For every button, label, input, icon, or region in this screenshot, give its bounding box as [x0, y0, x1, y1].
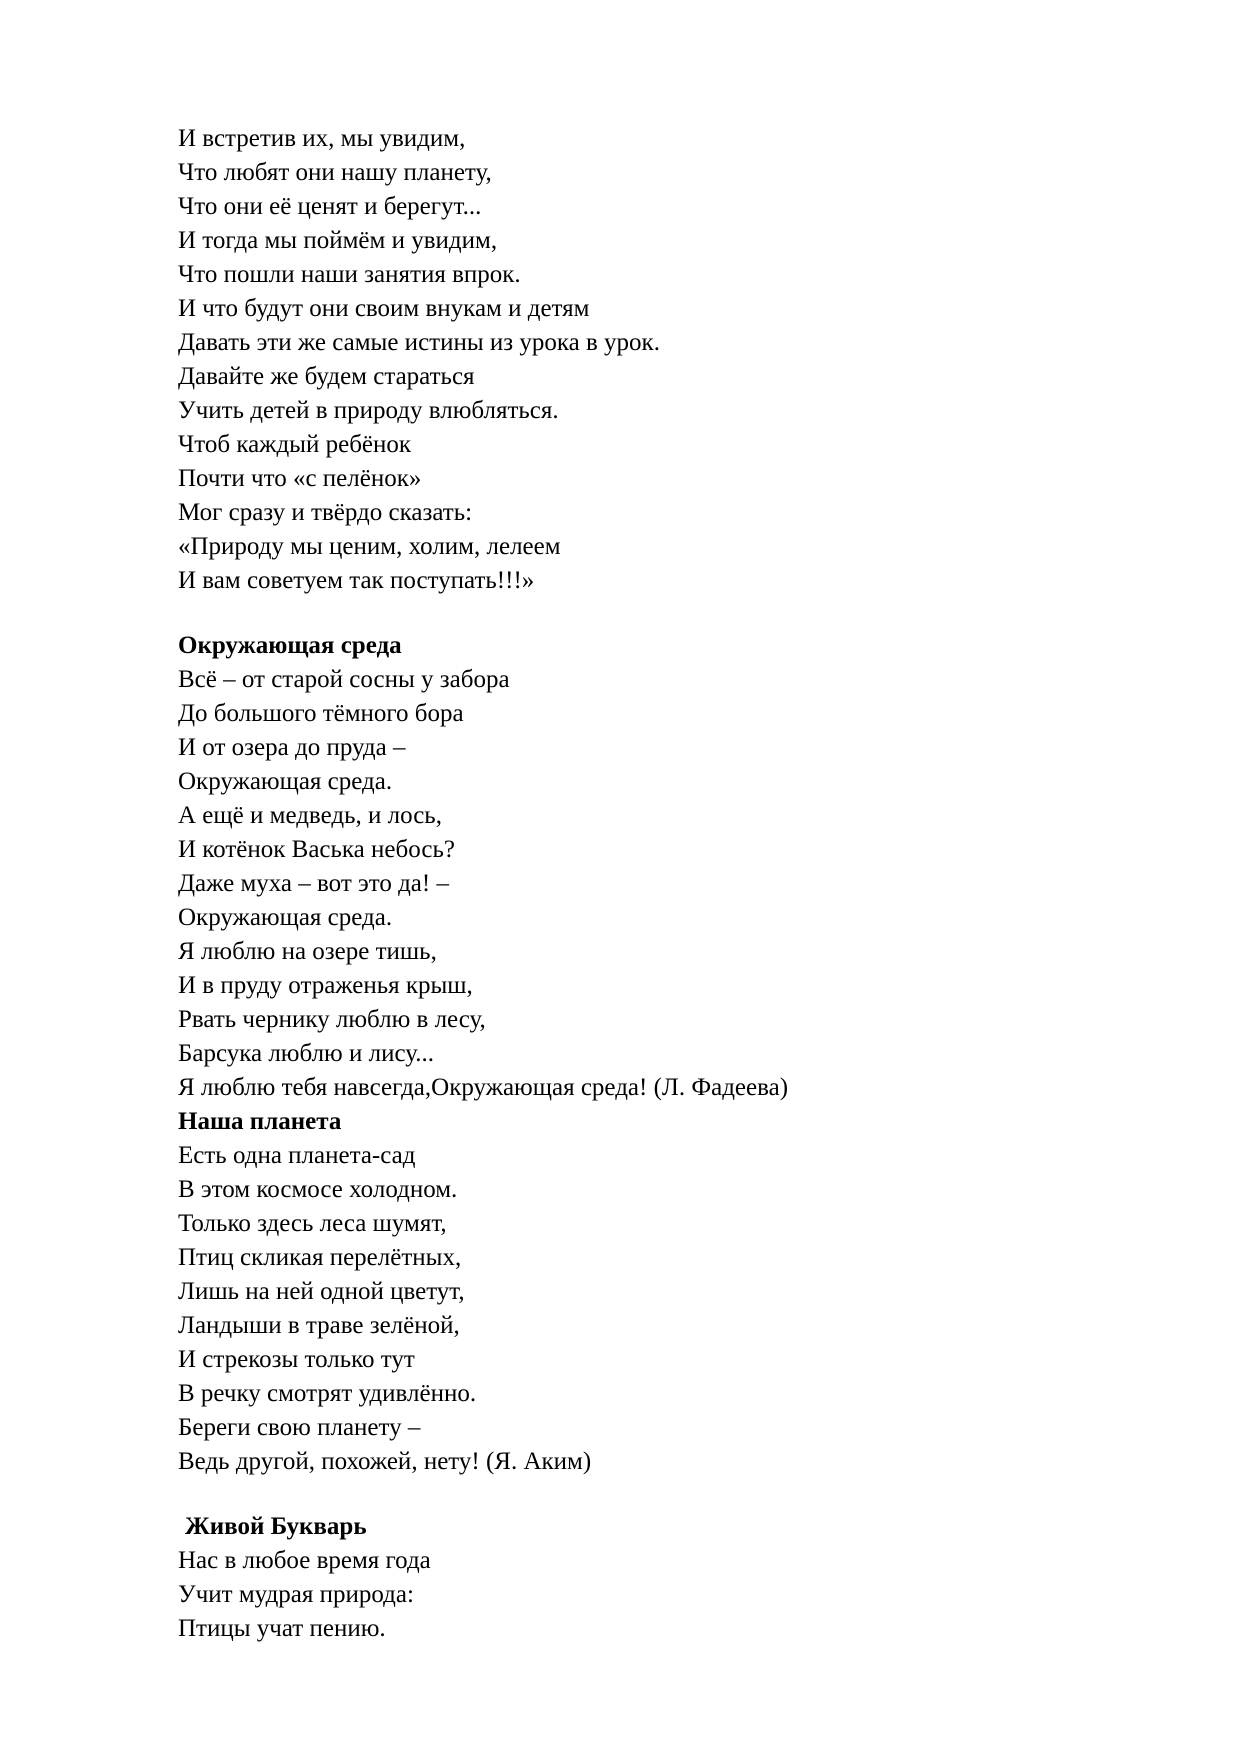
poem-line: И тогда мы поймём и увидим, [178, 227, 498, 254]
poem-line: Я люблю на озере тишь, [178, 938, 437, 965]
poem-line: Есть одна планета-сад [178, 1142, 416, 1169]
poem-line: Учит мудрая природа: [178, 1581, 414, 1608]
poem-line: Что любят они нашу планету, [178, 159, 492, 186]
poem-line: Давайте же будем стараться [178, 363, 475, 390]
poem-line: «Природу мы ценим, холим, лелеем [178, 533, 561, 560]
poem-line: Окружающая среда. [178, 904, 393, 931]
poem-line: Только здесь леса шумят, [178, 1210, 447, 1237]
poem-primer [178, 1510, 1178, 1646]
poem-line: Что они её ценят и берегут... [178, 193, 482, 220]
poem-title: Живой Букварь [185, 1513, 367, 1540]
poem-line: И что будут они своим внукам и детям [178, 295, 590, 322]
poem-planet [178, 1105, 1178, 1479]
poem-intro [178, 122, 1178, 598]
poem-line: Учить детей в природу влюбляться. [178, 397, 559, 424]
poem-line: Давать эти же самые истины из урока в урок. [178, 329, 660, 356]
poem-line: Окружающая среда. [178, 768, 393, 795]
poem-line: Что пошли наши занятия впрок. [178, 261, 521, 288]
poem-line: До большого тёмного бора [178, 700, 464, 727]
poem-line: И котёнок Васька небось? [178, 836, 455, 863]
section-spacer [178, 1479, 1178, 1510]
poem-line: Ландыши в траве зелёной, [178, 1312, 460, 1339]
poem-line: Почти что «с пелёнок» [178, 465, 422, 492]
document-page [178, 122, 1178, 1646]
poem-line: Барсука люблю и лису... [178, 1040, 434, 1067]
poem-environment [178, 629, 1178, 1105]
poem-line: Всё – от старой сосны у забора [178, 666, 510, 693]
poem-line: А ещё и медведь, и лось, [178, 802, 442, 829]
poem-line: В речку смотрят удивлённо. [178, 1380, 477, 1407]
poem-line: И от озера до пруда – [178, 734, 406, 761]
poem-line: Рвать чернику люблю в лесу, [178, 1006, 486, 1033]
poem-line: Даже муха – вот это да! – [178, 870, 449, 897]
poem-line: Лишь на ней одной цветут, [178, 1278, 465, 1305]
section-spacer [178, 598, 1178, 629]
poem-line: Ведь другой, похожей, нету! (Я. Аким) [178, 1448, 592, 1475]
poem-title: Окружающая среда [178, 632, 402, 659]
poem-line: И в пруду отраженья крыш, [178, 972, 473, 999]
poem-line: Береги свою планету – [178, 1414, 421, 1441]
poem-line: Мог сразу и твёрдо сказать: [178, 499, 473, 526]
poem-line: Птицы учат пению. [178, 1615, 386, 1642]
poem-line: Нас в любое время года [178, 1547, 431, 1574]
poem-title: Наша планета [178, 1108, 342, 1135]
poem-line: Чтоб каждый ребёнок [178, 431, 412, 458]
poem-line: Я люблю тебя навсегда,Окружающая среда! (Л. Фадеева) [178, 1074, 789, 1101]
poem-line: Птиц скликая перелётных, [178, 1244, 462, 1271]
poem-line: В этом космосе холодном. [178, 1176, 458, 1203]
poem-line: И стрекозы только тут [178, 1346, 415, 1373]
poem-line: И встретив их, мы увидим, [178, 125, 466, 152]
poem-line: И вам советуем так поступать!!!» [178, 567, 535, 594]
